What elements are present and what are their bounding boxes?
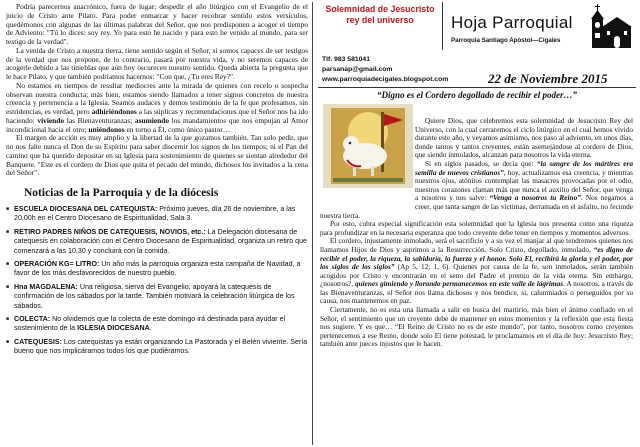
reflection-paragraph-1: Podría parecernos anacrónico, fuera de lugar; despedir el año litúrgico con el Evangelio de el juicio de Cristo ante Pilato. Para poder enmarcar y hacer recobrar sentido estos versículos, quedémonos con algunas de las últimas palabras del Señor, que nos predisponen a acoger el tiempo de Adviento: "Tú lo dices: soy rey. Yo para esto he nacido y para esto he venido al mundo, para ser testigo de la verdad". xyxy=(6,2,308,46)
notice-item: ■ CATEQUESIS: Los catequistas ya están organizando La Pastorada y el Belén viviente. Sería bueno que nos implicáramos todos los que pudiéramos. xyxy=(6,338,308,357)
contact-info xyxy=(322,55,448,85)
lamb-of-god-illustration xyxy=(323,104,413,188)
solemnity-heading: Solemnidad de Jesucristo rey del universo xyxy=(325,4,435,25)
notice-item: ■ COLECTA: No olvidemos que la colecta de este domingo irá destinada para ayudar el sostenimiento de la IGLESIA DIOCESANA. xyxy=(6,315,308,334)
email-link[interactable]: parsanap@gmail.com xyxy=(322,66,393,73)
issue-date: 22 de Noviembre 2015 xyxy=(488,71,608,86)
notice-item: ■ ESCUELA DIOCESANA DEL CATEQUISTA: Próximo jueves, día 26 de noviembre, a las 20,00h en el Centro Diocesano de Espiritualidad, Sala 3. xyxy=(6,205,308,224)
reflection-paragraph-4: El margen de acción es muy amplio y la libertad de la que gozamos también. Tan solo pedir, que no nos falte nunca el Don de su Espíritu para saber discernir los signos de los tiempos; ni el Pan del camino que ha querido depositar en su Iglesia para sostenimiento de quienes se sientan alrededor del Banquete. "Este es el cordero de Dios que quita el pecado del mundo, dichosos los invitados a la cena del Señor". xyxy=(6,133,308,178)
notices-title: Noticias de la Parroquia y de la diócesis xyxy=(24,187,219,199)
article-paragraph-1: Quiere Dios, que celebremos esta solemnidad de Jesucristo Rey del Universo, con la cual cerraremos el ciclo litúrgico en el cual hemos vivido durante este año, y veyamos asimismo, nos paso al adviento, en unos días, donde tantos y tantos creyentes, están asemejándose al cordero de Dios, que siendo inmolados, alcanzan para nosotros la vida eterna. xyxy=(415,116,633,160)
phone: Tlf. 983 581041 xyxy=(322,56,370,63)
header-divider xyxy=(442,2,443,50)
parish-name: Parroquia Santiago Apóstol—Cigales xyxy=(451,37,561,44)
notices-list xyxy=(6,205,308,357)
article-paragraph-3: Por esto, cobra especial significación esta solemnidad que la Iglesia nos presenta como una riqueza para profundizar en la necesaria esperanza que todo creyente debe tener en tiempos y momentos adversos. xyxy=(320,219,633,237)
reflection-paragraph-2: La venida de Cristo a nuestra tierra, tiene sentido según el Señor, si somos capaces de ser testigos de la verdad que nos propone, de lo contrario, pasará por nuestra vida, y no seremos capaces de acogerle debido a las tinieblas que aún hoy oscurecen nuestro sentido. Queda abierta la pregunta que le hace Pilato, y que también podríamos hacernos: "Con que, ¿Tu eres Rey?". xyxy=(6,45,308,81)
bulletin-title: Hoja Parroquial xyxy=(451,13,573,32)
header-rule xyxy=(318,87,636,88)
article-paragraph-5: Ciertamente, no es esta una llamada a salir en busca del martirio, más bien el ánimo confiado en el Señor, el sentimiento que un creyente debe de mantener en estos momentos y la reflexión que esta fiesta nos sugiere. Y es que… “El Reino de Cristo no es de este mundo”, por tanto, nosotros como creyentes pertenecemos a ese Reino, donde solo El tiene potestad, le proclamamos en el día de hoy: Jesucristo Rey; también ante jueces injustos que le hacen. xyxy=(320,305,633,349)
article-paragraph-4: El cordero, injustamente inmolado, será el sacrificio y a su vez el manjar al que tendremos quienes nos llamamos Hijos de Dios y asprimos a la Resurrección. Solo Cristo, degollado, inmolado, “es digno de recibir el poder, la riqueza, la sabiduría, la fuerza y el honor. Solo El, recibirá la gloria y el poder, por los siglos de los siglos” (Ap 5, 12; 1, 6). Quienes por causa de la fe, son inmolados, serán también acogidos por Cristo y encontrarán en el seno del Padre el premio de la vida eterna. Sin embargo, ¿nosotros?, quienes gimiendo y llorando permanecemos en este valle de lágrimas. A nosotros, a través de las Bienaventuranzas, el Señor nos llama dichosos y nos bendice, si, calumniados o perseguidos por su causa, nos mantenemos en paz. xyxy=(320,236,634,306)
church-icon xyxy=(588,2,634,50)
notice-item: ■ RETIRO PADRES NIÑOS DE CATEQUESIS, NOVIOS, etc.: La Delegación diocesana de catequesis en colaboración con el Centro Diocesano de Espiritualidad, organiza un retiro que comenzará a las 10,30 y concluirá con la comida. xyxy=(6,228,308,256)
right-column xyxy=(318,0,636,447)
reflection-paragraph-3: No estamos en tiempos de resultar mediocres ante la mirada de quienes con recelo o sospecha observan nuestra conducta; más bien, estamos siendo llamados a tener signos concretos de nuestra creencia y pertenencia a la Iglesia. Seamos audaces y demos testimonio de la fe que profesamos, sin estridencias, es verdad, pero adhiriéndonos a las súplicas y recomendaciones que el Señor nos ha ido haciendo: viviendo las Bienaventuranzas; asumiendo los mandamientos que nos empujan al Amor incondicional hacia el otro; uniéndonos en torno a Él, como único pastor… xyxy=(6,80,308,134)
left-column xyxy=(6,3,308,361)
article-title: “Digno es el Cordero degollado de recibir el poder…” xyxy=(377,90,577,100)
column-divider xyxy=(312,2,313,445)
article-paragraph-2: Si en siglos pasados, se decía que: “la sangre de los mártires era semilla de nuevos cristianos”, hoy, actualizamos esa creencia, y mientras nuestros ojos, atónitos contemplan las masacres provocadas por el odio, nuestros corazones claman más que nunca el auxilio del Señor, que venga a nosotros y nos salve: “Venga a nosotros tu Reino”. Nos negamos a creer, que tanta sangre de las víctimas, derramada en el asfalto, no fecunde nuestra tierra. xyxy=(320,158,634,220)
notice-item: ■ Hna MAGDALENA: Una religiosa, sierva del Evangelio, apoyará la catequesis de confirmación de los sábados por la tarde. También motivará la celebración litúrgica de los sábados. xyxy=(6,283,308,311)
website-link[interactable]: www.parroquiadecigales.blogspot.com xyxy=(322,76,449,83)
notice-item: ■ OPERACIÓN KG= LITRO: Un año más la parroquia organiza esta campaña de Navidad, a favor de los más desfavorecidos de nuestro pueblo. xyxy=(6,260,308,279)
